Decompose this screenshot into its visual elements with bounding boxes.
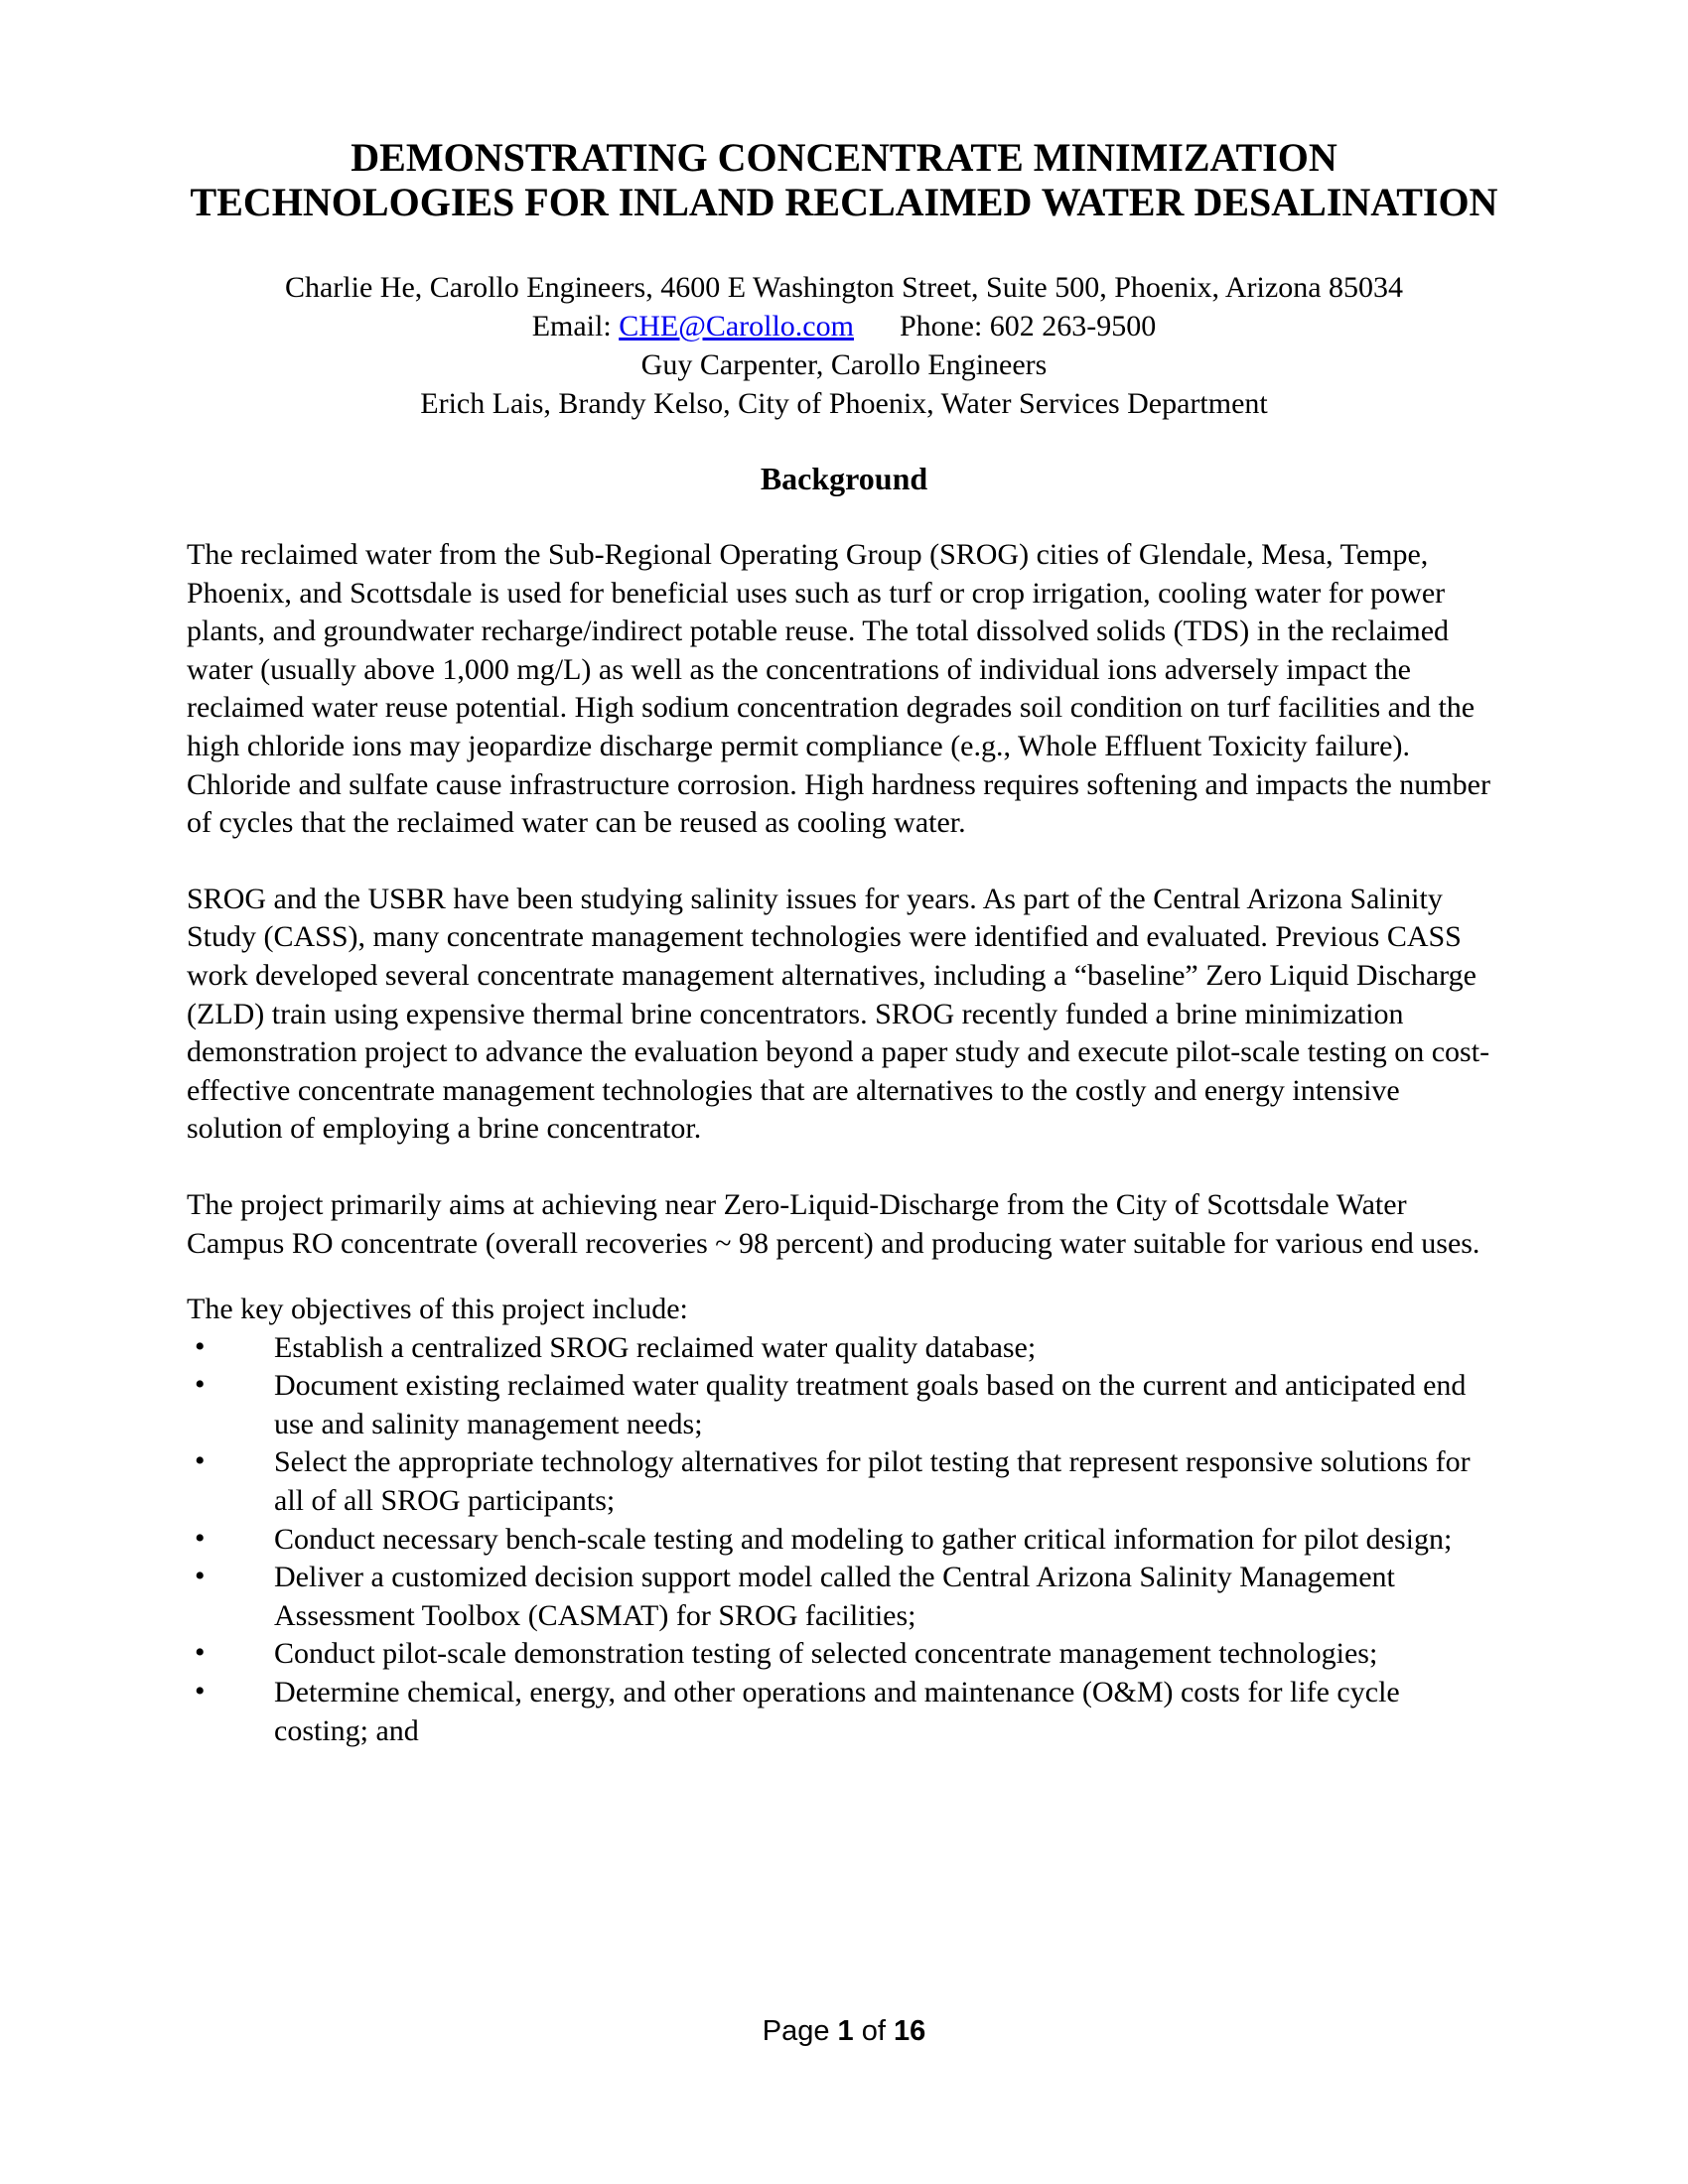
author-line-primary: Charlie He, Carollo Engineers, 4600 E Washington Street, Suite 500, Phoenix, Arizona 85034: [284, 271, 1404, 304]
authors-block: [187, 268, 1501, 423]
page-content: [0, 135, 1688, 1750]
objective-item: [187, 1329, 1501, 1368]
objective-text: Conduct necessary bench-scale testing and modeling to gather critical information for pilot design;: [274, 1522, 1453, 1556]
phone-text: Phone: 602 263-9500: [899, 310, 1157, 342]
email-label: Email:: [531, 310, 620, 342]
bullet-icon: •: [195, 1636, 206, 1670]
objective-text: Document existing reclaimed water quality treatment goals based on the current and anticipated end use and salinity management needs;: [274, 1369, 1467, 1440]
objective-text: Deliver a customized decision support model called the Central Arizona Salinity Management Assessment Toolbox (CASMAT) for SROG facilities;: [274, 1561, 1395, 1632]
objective-item: [187, 1521, 1501, 1560]
page-footer: [0, 2015, 1688, 2048]
paper-title: [187, 135, 1501, 224]
background-heading: Background: [760, 461, 928, 496]
bullet-icon: •: [195, 1444, 206, 1478]
background-paragraph-2: SROG and the USBR have been studying salinity issues for years. As part of the Central Arizona Salinity Study (CASS), many concentrate management technologies were identified and evaluated. Previous CASS work developed several concentrate management alternatives, including a “baseline” Zero Liquid Discharge (ZLD) train using expensive thermal brine concentrators. SROG recently funded a brine minimization demonstration project to advance the evaluation beyond a paper study and execute pilot-scale testing on cost-effective concentrate management technologies that are alternatives to the costly and energy intensive solution of employing a brine concentrator.: [187, 882, 1490, 1146]
objective-item: [187, 1635, 1501, 1674]
paper-title-line2: TECHNOLOGIES FOR INLAND RECLAIMED WATER DESALINATION: [190, 180, 1498, 224]
email-link[interactable]: CHE@Carollo.com: [619, 310, 854, 342]
bullet-icon: •: [195, 1675, 206, 1708]
footer-page-word: Page: [762, 2015, 838, 2047]
objectives-list: [187, 1329, 1501, 1751]
footer-total-pages: 16: [893, 2015, 926, 2047]
background-paragraph-3: The project primarily aims at achieving near Zero-Liquid-Discharge from the City of Scottsdale Water Campus RO concentrate (overall recoveries ~ 98 percent) and producing water suitable for various end uses.: [187, 1187, 1480, 1260]
objective-text: Select the appropriate technology alternatives for pilot testing that represent responsive solutions for all of all SROG participants;: [274, 1445, 1471, 1518]
author-line-secondary: Guy Carpenter, Carollo Engineers: [640, 348, 1048, 381]
footer-page-number: 1: [837, 2015, 854, 2047]
bullet-icon: •: [195, 1560, 206, 1593]
objective-text: Determine chemical, energy, and other operations and maintenance (O&M) costs for life cycle costing; and: [274, 1676, 1400, 1747]
objective-item: [187, 1674, 1501, 1750]
bullet-icon: •: [195, 1368, 206, 1402]
objective-text: Conduct pilot-scale demonstration testing of selected concentrate management technologies;: [274, 1637, 1378, 1671]
bullet-icon: •: [195, 1329, 206, 1363]
paper-title-line1: DEMONSTRATING CONCENTRATE MINIMIZATION: [351, 135, 1337, 180]
background-paragraph-1: The reclaimed water from the Sub-Regional Operating Group (SROG) cities of Glendale, Mesa, Tempe, Phoenix, and Scottsdale is used for beneficial uses such as turf or crop irrigation, cooling water for power plants, and groundwater recharge/indirect potable reuse. The total dissolved solids (TDS) in the reclaimed water (usually above 1,000 mg/L) as well as the concentrations of individual ions adversely impact the reclaimed water reuse potential. High sodium concentration degrades soil condition on turf facilities and the high chloride ions may jeopardize discharge permit compliance (e.g., Whole Effluent Toxicity failure). Chloride and sulfate cause infrastructure corrosion. High hardness requires softening and impacts the number of cycles that the reclaimed water can be reused as cooling water.: [187, 538, 1490, 840]
contact-line: [187, 307, 1501, 345]
bullet-icon: •: [195, 1521, 206, 1555]
objective-text: Establish a centralized SROG reclaimed water quality database;: [274, 1330, 1037, 1364]
objective-item: [187, 1559, 1501, 1635]
objective-item: [187, 1367, 1501, 1443]
footer-of-word: of: [853, 2015, 894, 2047]
objectives-intro: The key objectives of this project include:: [187, 1293, 688, 1326]
author-line-tertiary: Erich Lais, Brandy Kelso, City of Phoenix, Water Services Department: [420, 387, 1268, 420]
objective-item: [187, 1443, 1501, 1520]
